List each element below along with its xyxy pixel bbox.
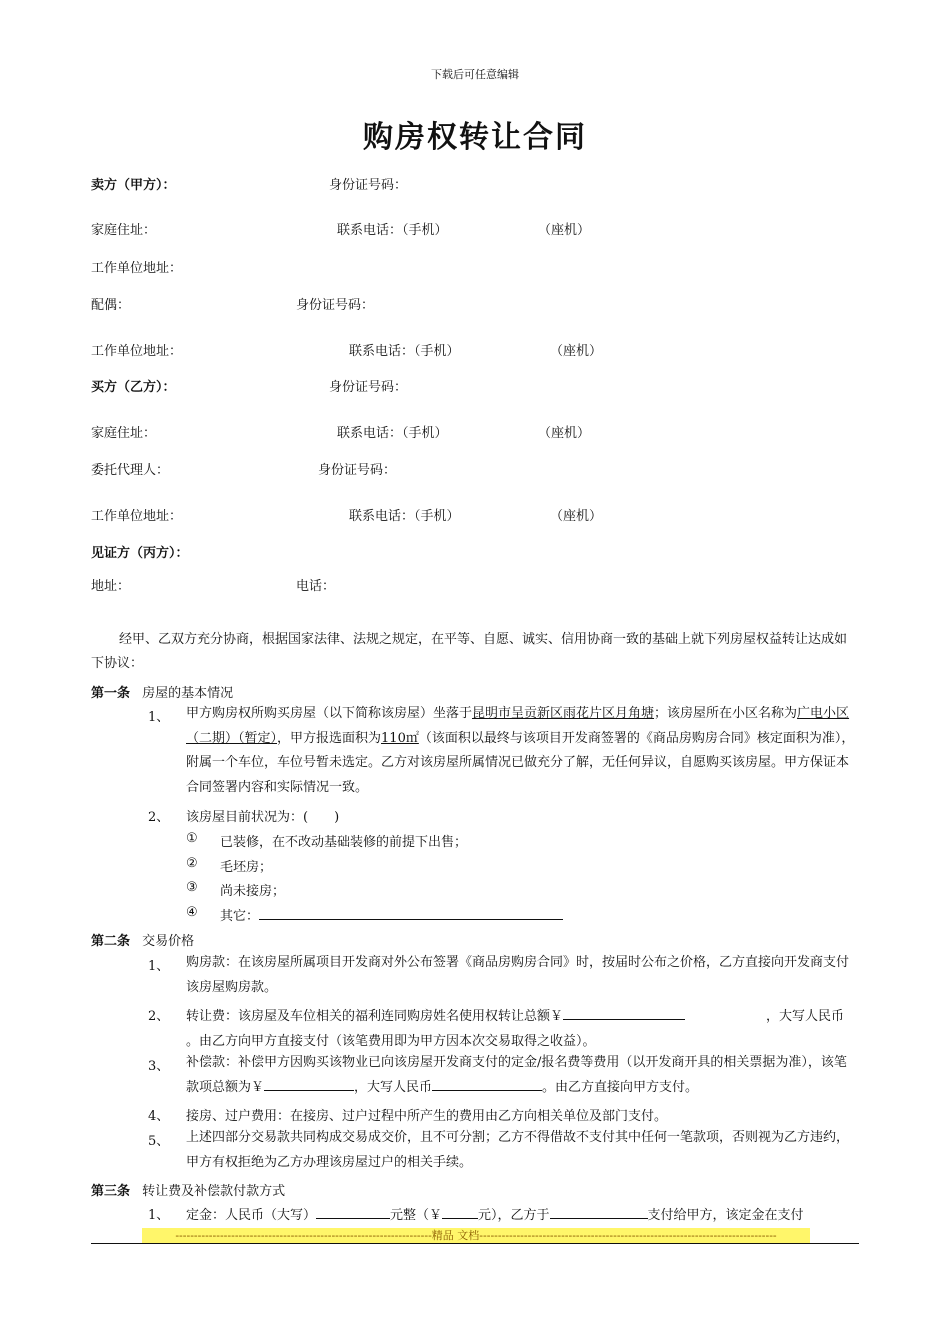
seller-mobile-label: 联系电话：（手机）: [337, 223, 448, 238]
a1-item2-text: 该房屋目前状况为：( ): [186, 810, 340, 825]
a2-item2-number: 2、: [148, 1009, 170, 1024]
a2-item1-text: 购房款：在该房屋所属项目开发商对外公布签署《商品房购房合同》时，按届时公布之价格，乙方直接向开发商支付该房屋购房款。: [186, 955, 850, 995]
seller-landline-label: （座机）: [538, 223, 591, 238]
article-2-title: 交易价格: [142, 934, 195, 949]
a3-item1-part-a: 定金：人民币（大写）: [186, 1208, 317, 1223]
property-area: 110㎡: [381, 730, 419, 746]
article-1-title: 房屋的基本情况: [142, 686, 234, 701]
a1-item1-part-d: （该面积以最终与该项目开发商签署的《商品房购房合同》核定面积为准），附属一个车位，车位号暂未选定。乙方对该房屋所属情况已做充分了解，无任何异议，自愿购买该房屋。甲方保证本合同签署内容和实际情况一致。: [186, 730, 855, 795]
a2-item2-part-a: 转让费：该房屋及车位相关的福利连同购房姓名使用权转让总额: [186, 1009, 551, 1024]
a2-item5-number: 5、: [148, 1134, 170, 1149]
option-4-text: 其它：: [220, 909, 260, 924]
a1-item1-text: [186, 702, 859, 800]
deposit-words-blank: [316, 1204, 390, 1219]
witness-address-label: 地址：: [91, 579, 131, 594]
spouse-label: 配偶：: [91, 298, 131, 313]
intro-paragraph: 经甲、乙双方充分协商，根据国家法律、法规之规定，在平等、自愿、诚实、信用协商一致的基础上就下列房屋权益转让达成如下协议：: [91, 632, 848, 671]
deposit-date-blank: [550, 1204, 648, 1219]
a3-item1-part-b: 元整（￥: [390, 1208, 443, 1223]
agent-id-label: 身份证号码：: [318, 463, 397, 478]
a2-item2-yen: ￥: [550, 1009, 564, 1024]
footer-divider: [91, 1243, 859, 1244]
deposit-amount-blank: [442, 1204, 478, 1219]
a2-item1-number: 1、: [148, 959, 170, 974]
a2-item5-text: 上述四部分交易款共同构成交易成交价，且不可分割；乙方不得借故不支付其中任何一笔款项，否则视为乙方违约，甲方有权拒绝为乙方办理该房屋过户的相关手续。: [186, 1130, 850, 1170]
option-1-mark: ①: [186, 831, 198, 846]
a2-item4-number: 4、: [148, 1109, 170, 1124]
buyer-landline-label: （座机）: [538, 426, 591, 441]
transfer-fee-blank: [563, 1005, 685, 1020]
a2-item3-yen: ￥: [251, 1079, 265, 1095]
agent-work-address-label: 工作单位地址：: [91, 509, 183, 524]
a3-item1-number: 1、: [148, 1208, 170, 1223]
a2-item2-part-b: ，大写人民币: [766, 1009, 845, 1024]
option-4-line: [220, 905, 563, 924]
community-name: 广电小区（二期）（暂定）: [186, 706, 850, 746]
seller-work-address-label: 工作单位地址：: [91, 261, 183, 276]
a3-item1-line: [186, 1204, 804, 1223]
option-3-text: 尚未接房；: [220, 884, 286, 899]
property-location: 昆明市呈贡新区雨花片区月角塘: [472, 706, 655, 721]
option-1-text: 已装修，在不改动基础装修的前提下出售；: [220, 835, 468, 850]
article-3-heading: [91, 1180, 285, 1199]
option-2-text: 毛坯房；: [220, 860, 273, 875]
article-2-heading: [91, 930, 194, 949]
compensation-words-blank: [432, 1076, 542, 1091]
seller-id-label: 身份证号码：: [329, 178, 408, 193]
option-4-blank: [259, 905, 563, 920]
a2-item4-text: 接房、过户费用：在接房、过户过程中所产生的费用由乙方向相关单位及部门支付。: [186, 1109, 668, 1124]
agent-landline-label: （座机）: [550, 509, 603, 524]
a1-item1-part-a: 甲方购房权所购买房屋（以下简称该房屋）坐落于: [186, 706, 473, 721]
witness-label: 见证方（丙方）：: [91, 546, 189, 561]
seller-label: 卖方（甲方）：: [91, 178, 176, 193]
spouse-landline-label: （座机）: [550, 344, 603, 359]
option-4-mark: ④: [186, 905, 198, 920]
article-3-number: 第三条: [91, 1184, 131, 1199]
article-2-number: 第二条: [91, 934, 131, 949]
buyer-home-address-label: 家庭住址：: [91, 426, 157, 441]
buyer-label: 买方（乙方）：: [91, 380, 176, 395]
option-3-mark: ③: [186, 880, 198, 895]
a2-item3-part-c: 。由乙方直接向甲方支付。: [542, 1079, 699, 1095]
article-1-number: 第一条: [91, 686, 131, 701]
footer-banner: ---------------------------------------------------------------------精品 文档--------------------------------------------------------------------------------: [142, 1228, 810, 1244]
buyer-mobile-label: 联系电话：（手机）: [337, 426, 448, 441]
compensation-amount-blank: [264, 1076, 354, 1091]
a1-item1-part-b: ；该房屋所在小区名称为: [654, 706, 798, 721]
spouse-mobile-label: 联系电话：（手机）: [349, 344, 460, 359]
option-2-mark: ②: [186, 856, 198, 871]
a3-item1-part-d: 支付给甲方，该定金在支付: [647, 1208, 804, 1223]
spouse-id-label: 身份证号码：: [296, 298, 375, 313]
a2-item3-number: 3、: [148, 1059, 170, 1074]
a2-item2-part-c: 。由乙方向甲方直接支付（该笔费用即为甲方因本次交易取得之收益）。: [186, 1034, 596, 1049]
a2-item3-text: [186, 1051, 859, 1100]
agent-label: 委托代理人：: [91, 463, 170, 478]
a1-item1-part-c: ，甲方报选面积为: [277, 730, 382, 746]
a2-item3-part-b: ，大写人民币: [354, 1079, 433, 1095]
article-1-heading: [91, 682, 233, 701]
a2-item3-part-a: 补偿款：补偿甲方因购买该物业已向该房屋开发商支付的定金/报名费等费用（以开发商开具的相关票据为准），该笔款项总额为: [186, 1055, 847, 1095]
spouse-work-address-label: 工作单位地址：: [91, 344, 183, 359]
a2-item2-line1: [186, 1005, 685, 1024]
a1-item2-number: 2、: [148, 810, 170, 825]
a1-item1-number: 1、: [148, 710, 170, 725]
buyer-id-label: 身份证号码：: [329, 380, 408, 395]
a3-item1-part-c: 元），乙方于: [478, 1208, 550, 1223]
witness-phone-label: 电话：: [296, 579, 336, 594]
document-title: 购房权转让合同: [363, 120, 587, 155]
seller-home-address-label: 家庭住址：: [91, 223, 157, 238]
header-note: 下载后可任意编辑: [431, 68, 519, 81]
article-3-title: 转让费及补偿款付款方式: [142, 1184, 286, 1199]
agent-mobile-label: 联系电话：（手机）: [349, 509, 460, 524]
